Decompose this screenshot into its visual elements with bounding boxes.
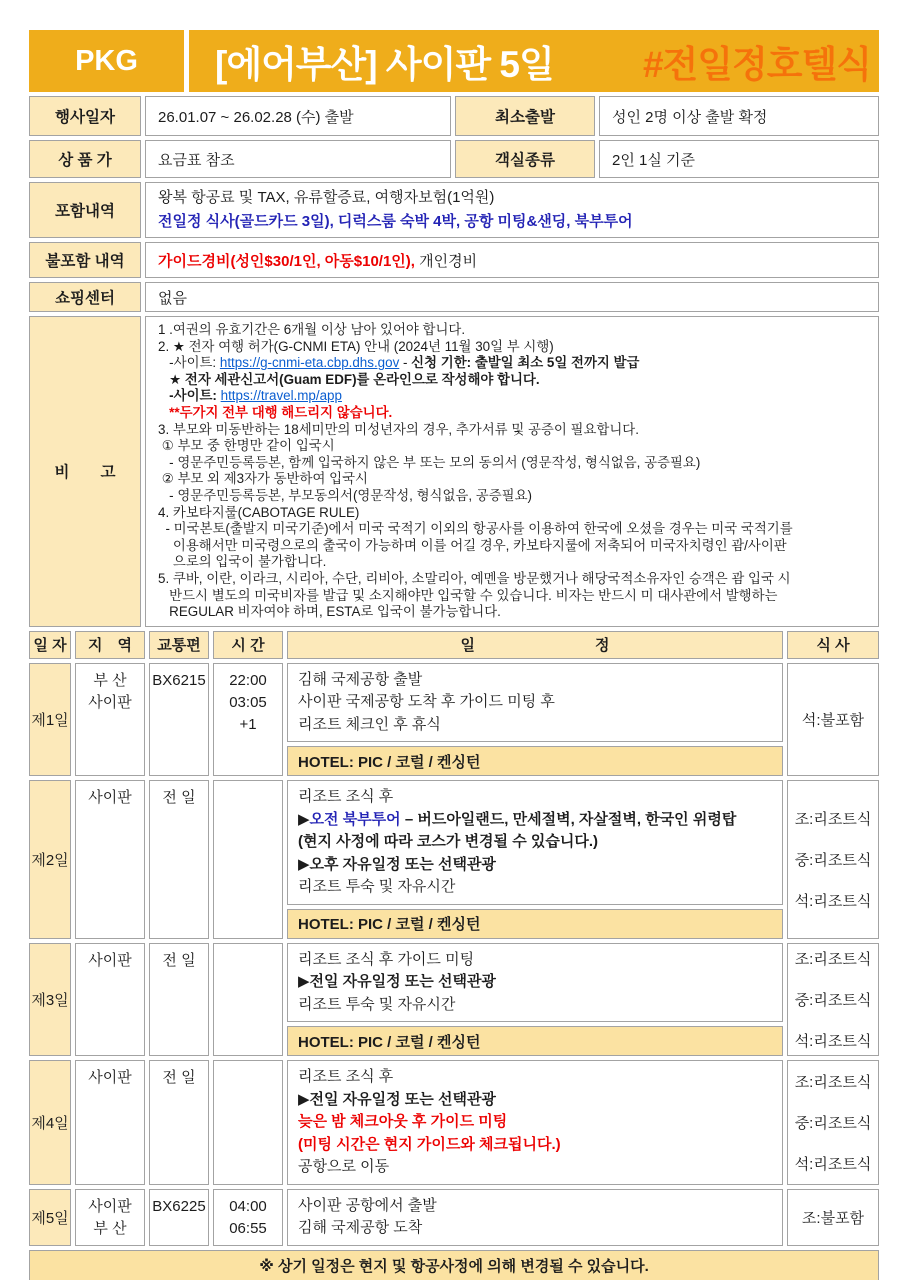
meal-line: 조:리조트식 — [794, 810, 872, 828]
itinerary-content — [287, 1060, 783, 1185]
transport-cell — [149, 943, 209, 1057]
itinerary-content — [287, 1189, 783, 1246]
time-cell-line: 06:55 — [229, 1219, 267, 1237]
transport-cell — [149, 1060, 209, 1185]
itinerary-content — [287, 780, 783, 905]
text-segment: (현지 사정에 따라 코스가 변경될 수 있습니다.) — [298, 833, 598, 851]
itinerary-column — [287, 943, 783, 1057]
note-line — [158, 471, 870, 488]
meal-line: 조:리조트식 — [794, 950, 872, 968]
itinerary-line — [298, 786, 772, 809]
schedule-table — [29, 631, 879, 1280]
label-room-type: 객실종류 — [455, 140, 595, 178]
region-cell-line: 사이판 — [88, 1197, 132, 1215]
region-cell — [75, 780, 145, 939]
itinerary-line — [298, 1195, 772, 1218]
day-label-cell: 제5일 — [29, 1189, 71, 1246]
meal-line: 조:불포함 — [801, 1209, 865, 1227]
info-table — [29, 96, 879, 627]
transport-cell — [149, 663, 209, 777]
itinerary-line — [298, 809, 772, 832]
hotel-bar: HOTEL: PIC / 코럴 / 켄싱턴 — [287, 746, 783, 776]
day-row — [29, 1060, 879, 1185]
text-segment: 리조트 조식 후 가이드 미팅 — [298, 950, 475, 968]
text-segment: 5. 쿠바, 이란, 이라크, 시리아, 수단, 리비아, 소말리아, 예멘을 방문했거나 해당국적소유자인 승객은 괌 입국 시 — [158, 570, 791, 586]
itinerary-line — [298, 714, 772, 737]
itinerary-column — [287, 1060, 783, 1185]
header-day: 일 자 — [29, 631, 71, 659]
region-cell-line: 사이판 — [88, 951, 132, 969]
itinerary-line — [298, 831, 772, 854]
meals-cell — [787, 780, 879, 939]
note-line — [158, 322, 870, 339]
info-row-shopping — [29, 282, 879, 312]
itinerary-column — [287, 663, 783, 777]
meal-line: 중:리조트식 — [794, 991, 872, 1009]
note-line — [158, 339, 870, 356]
time-cell — [213, 780, 283, 939]
itinerary-line — [298, 1217, 772, 1240]
itinerary-line — [298, 1089, 772, 1112]
itinerary-line — [298, 876, 772, 899]
itinerary-line — [298, 994, 772, 1017]
note-body — [145, 316, 879, 627]
time-cell — [213, 1060, 283, 1185]
label-exclude: 불포함 내역 — [29, 242, 141, 278]
region-cell-line: 부 산 — [93, 671, 127, 689]
itinerary-line — [298, 669, 772, 692]
header-transport: 교통편 — [149, 631, 209, 659]
label-price: 상 품 가 — [29, 140, 141, 178]
meals-cell — [787, 943, 879, 1057]
note-line — [158, 355, 870, 372]
meal-line: 석:리조트식 — [794, 1155, 872, 1173]
transport-cell — [149, 780, 209, 939]
region-cell-line: 사이판 — [88, 1069, 132, 1087]
label-shopping: 쇼핑센터 — [29, 282, 141, 312]
text-segment: 늦은 밤 체크아웃 후 가이드 미팅 — [298, 1113, 508, 1131]
day-label-cell: 제1일 — [29, 663, 71, 777]
note-line — [158, 604, 870, 621]
day-row — [29, 1189, 879, 1246]
meal-line: 중:리조트식 — [794, 851, 872, 869]
value-price: 요금표 참조 — [145, 140, 451, 178]
meals-cell — [787, 1189, 879, 1246]
itinerary-line — [298, 691, 772, 714]
exclude-guide-fee: 가이드경비(성인$30/1인, 아동$10/1인), — [158, 252, 415, 270]
region-cell — [75, 1189, 145, 1246]
itinerary-content — [287, 943, 783, 1023]
text-segment: 리조트 투숙 및 자유시간 — [298, 878, 456, 896]
header-itinerary: 일 정 — [287, 631, 783, 659]
text-segment: 으로의 입국이 불가합니다. — [158, 554, 327, 570]
meals-cell — [787, 663, 879, 777]
note-line — [158, 488, 870, 505]
region-cell-line: 사이판 — [88, 789, 132, 807]
text-segment: ▶전일 자유일정 또는 선택관광 — [298, 1090, 496, 1108]
note-line — [158, 405, 870, 422]
day-row — [29, 943, 879, 1057]
note-line — [158, 422, 870, 439]
itinerary-line — [298, 949, 772, 972]
hyperlink[interactable]: https://travel.mp/app — [220, 388, 342, 404]
title-bar — [189, 30, 879, 92]
transport-cell-line: 전 일 — [162, 1069, 196, 1087]
day-row — [29, 780, 879, 939]
region-cell — [75, 1060, 145, 1185]
text-segment: – 버드아일랜드, 만세절벽, 자살절벽, 한국인 위령탑 — [400, 810, 737, 828]
label-event-date: 행사일자 — [29, 96, 141, 136]
header-meals: 식 사 — [787, 631, 879, 659]
schedule-days — [29, 663, 879, 1246]
itinerary-column — [287, 1189, 783, 1246]
text-segment: 리조트 조식 후 — [298, 788, 394, 806]
time-cell — [213, 1189, 283, 1246]
schedule-footer-notice: ※ 상기 일정은 현지 및 항공사정에 의해 변경될 수 있습니다. — [29, 1250, 879, 1280]
text-segment: 공항으로 이동 — [298, 1158, 390, 1176]
text-segment: - 미국본토(출발지 미국기준)에서 미국 국적기 이외의 항공사를 이용하여 한국에 오셨을 경우는 미국 국적기를 — [158, 521, 793, 537]
itinerary-line — [298, 854, 772, 877]
include-line-highlight: 전일정 식사(골드카드 3일), 디럭스룸 숙박 4박, 공항 미팅&샌딩, 북부투어 — [158, 213, 633, 230]
value-shopping: 없음 — [145, 282, 879, 312]
note-line — [158, 455, 870, 472]
time-cell-line: 04:00 — [229, 1197, 267, 1215]
text-segment: - 영문주민등록등본, 함께 입국하지 않은 부 또는 모의 동의서 (영문작성, 형식없음, 공증필요) — [158, 454, 701, 470]
meal-line: 중:리조트식 — [794, 1114, 872, 1132]
note-line — [158, 438, 870, 455]
text-segment: REGULAR 비자여야 하며, ESTA로 입국이 불가능합니다. — [158, 604, 501, 620]
text-segment: ① 부모 중 한명만 같이 입국시 — [158, 438, 335, 454]
text-segment: (미팅 시간은 현지 가이드와 체크됩니다.) — [298, 1135, 561, 1153]
info-row-exclude — [29, 242, 879, 278]
day-row — [29, 663, 879, 777]
text-segment: ▶오후 자유일정 또는 선택관광 — [298, 855, 496, 873]
value-exclude — [145, 242, 879, 278]
time-cell-line: 22:00 — [229, 671, 267, 689]
meal-line: 석:리조트식 — [794, 892, 872, 910]
itinerary-line — [298, 1134, 772, 1157]
itinerary-line — [298, 1066, 772, 1089]
day-label-cell: 제3일 — [29, 943, 71, 1057]
text-segment: ▶전일 자유일정 또는 선택관광 — [298, 973, 496, 991]
text-segment: 사이판 공항에서 출발 — [298, 1196, 437, 1214]
text-segment: 사이판 국제공항 도착 후 가이드 미팅 후 — [298, 693, 555, 711]
text-segment: ★ 전자 세관신고서(Guam EDF)를 온라인으로 작성해야 합니다. — [158, 371, 540, 387]
meals-cell — [787, 1060, 879, 1185]
info-row-dates — [29, 96, 879, 136]
text-segment: 김해 국제공항 출발 — [298, 670, 423, 688]
transport-cell — [149, 1189, 209, 1246]
note-line — [158, 505, 870, 522]
note-line — [158, 372, 870, 389]
text-segment: -사이트: — [158, 388, 221, 404]
text-segment: 신청 기한: 출발일 최소 5일 전까지 발급 — [411, 355, 640, 371]
note-line — [158, 588, 870, 605]
note-line — [158, 554, 870, 571]
include-line-basic: 왕복 항공료 및 TAX, 유류할증료, 여행자보험(1억원) — [158, 189, 495, 206]
note-line — [158, 538, 870, 555]
title-banner — [29, 30, 879, 92]
hotel-bar: HOTEL: PIC / 코럴 / 켄싱턴 — [287, 1026, 783, 1056]
time-cell-line: 03:05 — [229, 693, 267, 711]
text-segment: 오전 북부투어 — [309, 810, 401, 828]
text-segment: ② 부모 외 제3자가 동반하여 입국시 — [158, 471, 368, 487]
text-segment: 리조트 조식 후 — [298, 1068, 394, 1086]
region-cell-line: 사이판 — [88, 693, 132, 711]
itinerary-line — [298, 1156, 772, 1179]
info-row-note — [29, 316, 879, 627]
package-hashtag: #전일정호텔식 — [642, 44, 871, 85]
meal-line: 석:리조트식 — [794, 1032, 872, 1050]
itinerary-content — [287, 663, 783, 743]
transport-cell-line: BX6215 — [152, 671, 206, 689]
text-segment: 리조트 투숙 및 자유시간 — [298, 995, 456, 1013]
text-segment: 반드시 별도의 미국비자를 발급 및 소지해야만 입국할 수 있습니다. 비자는 반드시 미 대사관에서 발행하는 — [158, 587, 778, 603]
itinerary-line — [298, 1111, 772, 1134]
text-segment: 3. 부모와 미동반하는 18세미만의 미성년자의 경우, 추가서류 및 공증이 필요합니다. — [158, 421, 639, 437]
header-time: 시 간 — [213, 631, 283, 659]
transport-cell-line: 전 일 — [162, 789, 196, 807]
info-row-include — [29, 182, 879, 238]
text-segment: 김해 국제공항 도착 — [298, 1219, 423, 1237]
value-room-type: 2인 1실 기준 — [599, 140, 879, 178]
itinerary-line — [298, 971, 772, 994]
text-segment: - — [399, 355, 412, 371]
region-cell — [75, 943, 145, 1057]
package-title: [에어부산] 사이판 5일 — [215, 44, 554, 85]
label-note: 비 고 — [29, 316, 141, 627]
day-label-cell: 제4일 — [29, 1060, 71, 1185]
region-cell — [75, 663, 145, 777]
header-region: 지 역 — [75, 631, 145, 659]
package-code: PKG — [29, 30, 184, 92]
text-segment: 리조트 체크인 후 휴식 — [298, 715, 441, 733]
time-cell-line: +1 — [239, 715, 257, 733]
meal-line: 석:불포함 — [801, 711, 865, 729]
value-event-date: 26.01.07 ~ 26.02.28 (수) 출발 — [145, 96, 451, 136]
exclude-personal: 개인경비 — [414, 252, 478, 270]
hotel-bar: HOTEL: PIC / 코럴 / 켄싱턴 — [287, 909, 783, 939]
region-cell-line: 부 산 — [93, 1219, 127, 1237]
itinerary-column — [287, 780, 783, 939]
day-label-cell: 제2일 — [29, 780, 71, 939]
text-segment: - 영문주민등록등본, 부모동의서(영문작성, 형식없음, 공증필요) — [158, 487, 532, 503]
note-line — [158, 571, 870, 588]
value-min-departure: 성인 2명 이상 출발 확정 — [599, 96, 879, 136]
transport-cell-line: 전 일 — [162, 951, 196, 969]
transport-cell-line: BX6225 — [152, 1197, 206, 1215]
hyperlink[interactable]: https://g-cnmi-eta.cbp.dhs.gov — [219, 355, 400, 371]
time-cell — [213, 943, 283, 1057]
text-segment: ▶ — [298, 810, 310, 828]
schedule-header — [29, 631, 879, 659]
text-segment: 1 .여권의 유효기간은 6개월 이상 남아 있어야 합니다. — [158, 322, 466, 337]
label-include: 포함내역 — [29, 182, 141, 238]
text-segment: -사이트: — [158, 355, 220, 371]
value-include — [145, 182, 879, 238]
time-cell — [213, 663, 283, 777]
note-line — [158, 388, 870, 405]
meal-line: 조:리조트식 — [794, 1073, 872, 1091]
text-segment: 2. ★ 전자 여행 허가(G-CNMI ETA) 안내 (2024년 11월 30일 부 시행) — [158, 338, 554, 354]
text-segment: 4. 카보타지룰(CABOTAGE RULE) — [158, 504, 360, 520]
label-min-departure: 최소출발 — [455, 96, 595, 136]
text-segment: **두가지 전부 대행 해드리지 않습니다. — [158, 404, 393, 420]
text-segment: 이용해서만 미국령으로의 출국이 가능하며 이를 어길 경우, 카보타지룰에 저축되어 미국자치령인 괌/사이판 — [158, 537, 787, 553]
info-row-price — [29, 140, 879, 178]
note-line — [158, 521, 870, 538]
